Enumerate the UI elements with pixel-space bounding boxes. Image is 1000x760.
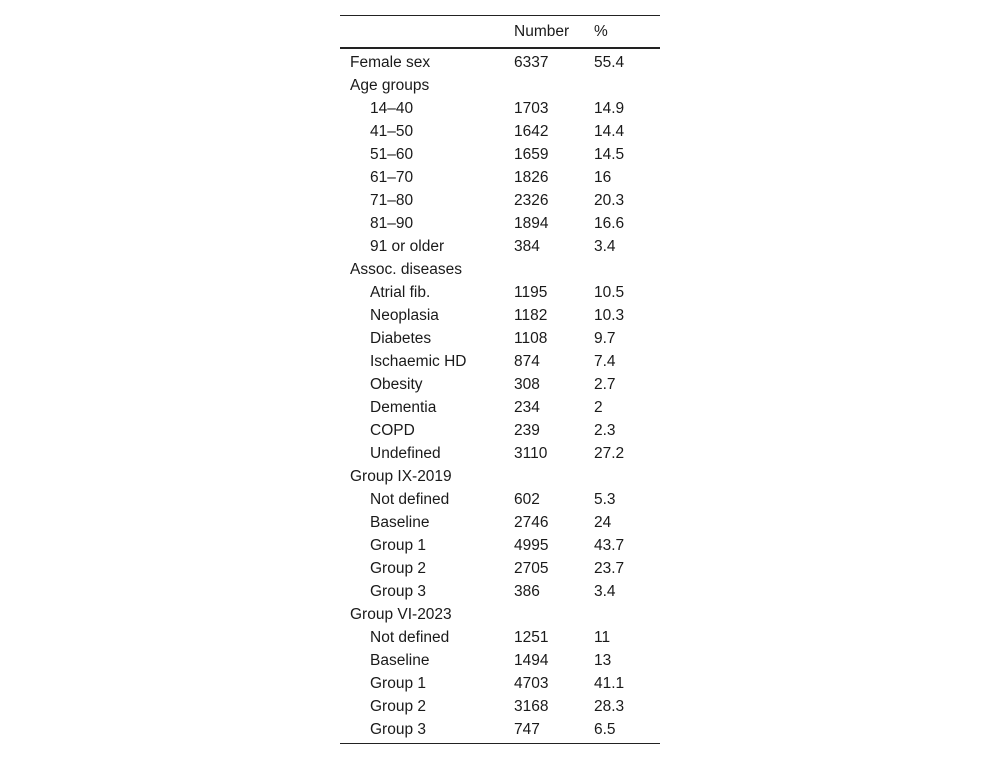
row-label: Group 2: [370, 697, 427, 715]
row-number: 1108: [514, 329, 548, 347]
row-label: Group 3: [370, 582, 427, 600]
row-percent: 55.4: [594, 53, 625, 71]
table-row: [340, 511, 660, 534]
row-label: Group 2: [370, 559, 427, 577]
table-row: [340, 442, 660, 465]
row-number: 1826: [514, 168, 549, 186]
row-percent: 2: [594, 398, 603, 416]
table-row: [340, 695, 660, 718]
table-row: [340, 212, 660, 235]
table-section-row: [340, 258, 660, 281]
row-number: 1195: [514, 283, 548, 301]
table-row: [340, 580, 660, 603]
table-section-row: [340, 603, 660, 626]
header-percent-column: %: [594, 22, 608, 40]
table-row: [340, 97, 660, 120]
row-number: 1659: [514, 145, 549, 163]
row-percent: 10.5: [594, 283, 625, 301]
row-percent: [594, 74, 660, 97]
row-number: 384: [514, 237, 540, 255]
row-number: 2326: [514, 191, 549, 209]
table-row: [340, 304, 660, 327]
row-label: Diabetes: [370, 329, 432, 347]
row-label: Obesity: [370, 375, 423, 393]
table-section-row: [340, 74, 660, 97]
row-number: 6337: [514, 53, 549, 71]
row-percent: 20.3: [594, 191, 625, 209]
table-row: [340, 672, 660, 695]
row-percent: [594, 258, 660, 281]
row-label: Group 1: [370, 536, 427, 554]
row-percent: [594, 465, 660, 488]
row-label: Assoc. diseases: [350, 260, 462, 278]
header-row: [340, 16, 660, 49]
row-percent: 7.4: [594, 352, 616, 370]
row-label: Ischaemic HD: [370, 352, 467, 370]
row-label: 71–80: [370, 191, 414, 209]
row-number: 2746: [514, 513, 549, 531]
header-number-column: Number: [514, 22, 570, 40]
row-number: [514, 258, 594, 281]
row-label: Female sex: [350, 53, 431, 71]
header-label-column: [340, 16, 514, 49]
row-percent: 6.5: [594, 720, 616, 738]
table-row: [340, 143, 660, 166]
table-header: [340, 16, 660, 49]
row-number: 1182: [514, 306, 548, 324]
row-percent: 3.4: [594, 237, 616, 255]
row-percent: 9.7: [594, 329, 616, 347]
row-number: 386: [514, 582, 540, 600]
data-table: [340, 15, 660, 744]
row-number: 234: [514, 398, 540, 416]
row-label: COPD: [370, 421, 415, 439]
row-number: 1642: [514, 122, 549, 140]
row-number: 308: [514, 375, 540, 393]
row-label: Not defined: [370, 490, 450, 508]
table-row: [340, 120, 660, 143]
row-label: 81–90: [370, 214, 414, 232]
row-percent: 2.7: [594, 375, 616, 393]
table-row: [340, 281, 660, 304]
row-percent: 41.1: [594, 674, 625, 692]
row-number: 1894: [514, 214, 549, 232]
row-number: 3168: [514, 697, 549, 715]
row-number: [514, 603, 594, 626]
row-percent: 10.3: [594, 306, 625, 324]
row-label: Not defined: [370, 628, 450, 646]
row-number: 4703: [514, 674, 549, 692]
row-percent: 13: [594, 651, 612, 669]
row-percent: [594, 603, 660, 626]
row-label: 91 or older: [370, 237, 445, 255]
row-label: 14–40: [370, 99, 414, 117]
row-percent: 16.6: [594, 214, 625, 232]
table-row: [340, 626, 660, 649]
row-number: 4995: [514, 536, 549, 554]
row-number: 602: [514, 490, 540, 508]
table-row: [340, 488, 660, 511]
row-number: 1251: [514, 628, 549, 646]
row-number: [514, 465, 594, 488]
row-number: [514, 74, 594, 97]
row-percent: 3.4: [594, 582, 616, 600]
row-label: Baseline: [370, 513, 430, 531]
row-number: 239: [514, 421, 540, 439]
row-label: Group 1: [370, 674, 427, 692]
table-section-row: [340, 465, 660, 488]
row-percent: 2.3: [594, 421, 616, 439]
row-label: Dementia: [370, 398, 437, 416]
row-label: Group VI-2023: [350, 605, 452, 623]
table-row: [340, 534, 660, 557]
row-percent: 14.4: [594, 122, 625, 140]
table-section-row: [340, 48, 660, 74]
table-row: [340, 718, 660, 744]
row-percent: 14.5: [594, 145, 625, 163]
row-percent: 24: [594, 513, 612, 531]
row-label: Baseline: [370, 651, 430, 669]
row-label: 61–70: [370, 168, 414, 186]
row-percent: 23.7: [594, 559, 625, 577]
row-percent: 5.3: [594, 490, 616, 508]
table-row: [340, 649, 660, 672]
data-table-container: [340, 15, 660, 744]
row-label: Atrial fib.: [370, 283, 431, 301]
table-row: [340, 557, 660, 580]
table-row: [340, 396, 660, 419]
row-number: 747: [514, 720, 540, 738]
table-row: [340, 166, 660, 189]
table-row: [340, 235, 660, 258]
row-number: 1703: [514, 99, 549, 117]
table-row: [340, 350, 660, 373]
row-percent: 28.3: [594, 697, 625, 715]
row-number: 2705: [514, 559, 549, 577]
row-label: 51–60: [370, 145, 414, 163]
row-percent: 16: [594, 168, 612, 186]
row-label: Group 3: [370, 720, 427, 738]
row-label: Undefined: [370, 444, 441, 462]
row-label: Neoplasia: [370, 306, 439, 324]
row-label: Group IX-2019: [350, 467, 452, 485]
row-number: 3110: [514, 444, 548, 462]
table-row: [340, 189, 660, 212]
row-percent: 43.7: [594, 536, 625, 554]
table-body: [340, 48, 660, 744]
table-row: [340, 327, 660, 350]
row-percent: 11: [594, 628, 611, 646]
row-label: 41–50: [370, 122, 414, 140]
table-row: [340, 373, 660, 396]
row-percent: 27.2: [594, 444, 625, 462]
row-number: 874: [514, 352, 540, 370]
row-label: Age groups: [350, 76, 430, 94]
row-percent: 14.9: [594, 99, 625, 117]
table-row: [340, 419, 660, 442]
row-number: 1494: [514, 651, 549, 669]
